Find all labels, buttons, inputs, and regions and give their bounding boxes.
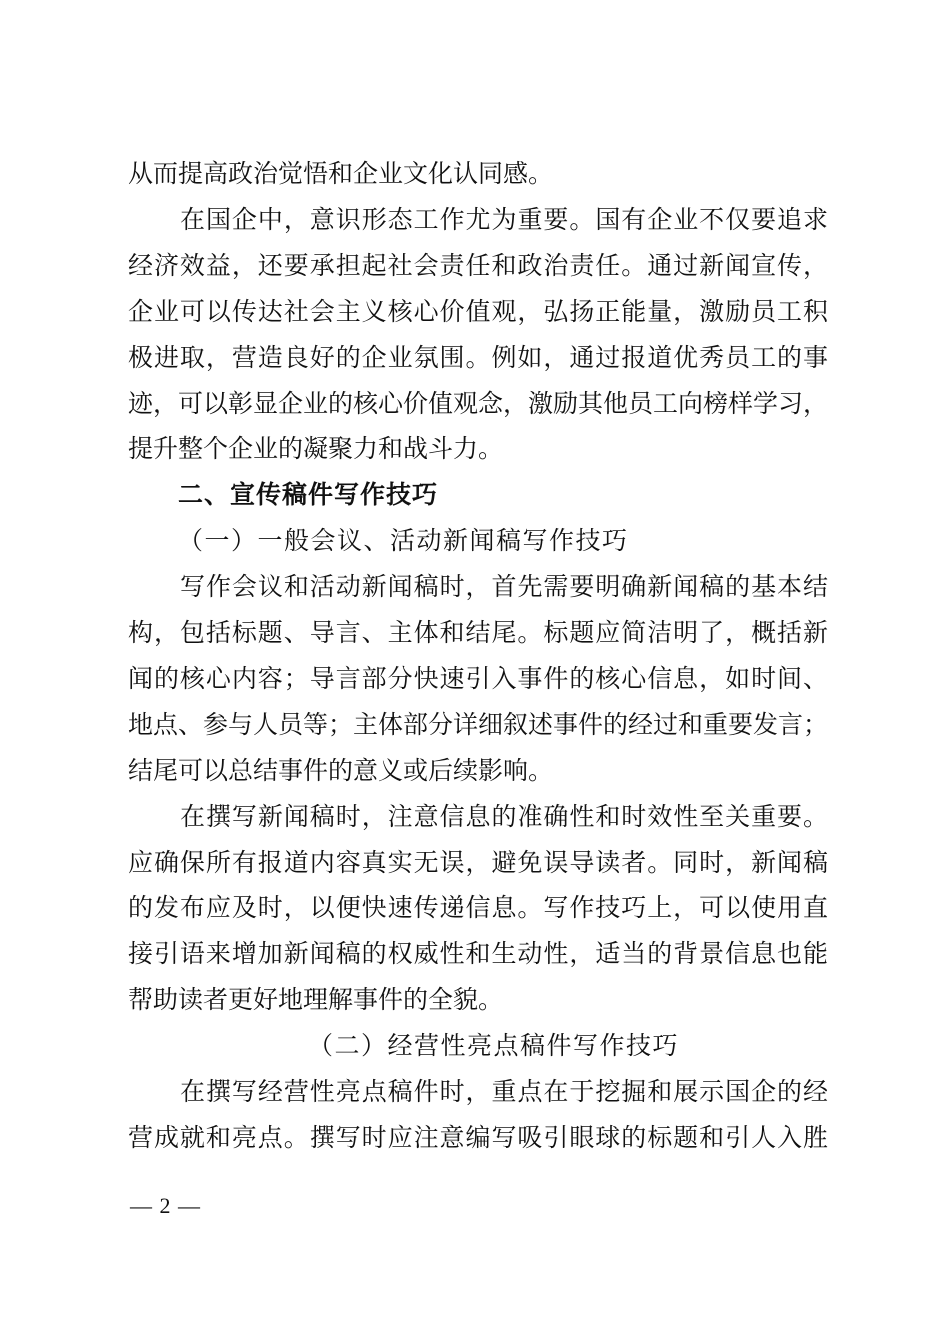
body-text-line: 极进取，营造良好的企业氛围。例如，通过报道优秀员工的事 [128, 343, 828, 372]
body-text-line: 构，包括标题、导言、主体和结尾。标题应简洁明了，概括新 [128, 618, 828, 647]
body-text-line: 在撰写经营性亮点稿件时，重点在于挖掘和展示国企的经 [180, 1077, 828, 1106]
body-text-line: 在国企中，意识形态工作尤为重要。国有企业不仅要追求 [180, 205, 828, 234]
section-heading: 二、宣传稿件写作技巧 [178, 480, 439, 509]
body-text-line: 提升整个企业的凝聚力和战斗力。 [128, 434, 504, 463]
body-text-line: 帮助读者更好地理解事件的全貌。 [128, 985, 504, 1014]
body-text-line: 的发布应及时，以便快速传递信息。写作技巧上，可以使用直 [128, 893, 828, 922]
body-text-line: 经济效益，还要承担起社会责任和政治责任。通过新闻宣传， [128, 251, 828, 280]
body-text-line: 结尾可以总结事件的意义或后续影响。 [128, 756, 554, 785]
body-text-line: 营成就和亮点。撰写时应注意编写吸引眼球的标题和引人入胜 [128, 1123, 828, 1152]
body-text-line: 迹，可以彰显企业的核心价值观念，激励其他员工向榜样学习， [128, 389, 829, 418]
subsection-heading: （二）经营性亮点稿件写作技巧 [308, 1031, 680, 1060]
body-text-line: 闻的核心内容；导言部分快速引入事件的核心信息，如时间、 [128, 664, 828, 693]
body-text-line: 应确保所有报道内容真实无误，避免误导读者。同时，新闻稿 [128, 848, 828, 877]
page-number: — 2 — [130, 1193, 201, 1218]
subsection-heading: （一）一般会议、活动新闻稿写作技巧 [178, 526, 629, 555]
body-text-line: 地点、参与人员等；主体部分详细叙述事件的经过和重要发言； [128, 710, 829, 739]
body-text-line: 从而提高政治觉悟和企业文化认同感。 [128, 159, 554, 188]
body-text-line: 接引语来增加新闻稿的权威性和生动性，适当的背景信息也能 [128, 939, 828, 968]
body-text-line: 写作会议和活动新闻稿时，首先需要明确新闻稿的基本结 [180, 572, 828, 601]
body-text-line: 在撰写新闻稿时，注意信息的准确性和时效性至关重要。 [180, 802, 828, 831]
body-text-line: 企业可以传达社会主义核心价值观，弘扬正能量，激励员工积 [128, 297, 828, 326]
